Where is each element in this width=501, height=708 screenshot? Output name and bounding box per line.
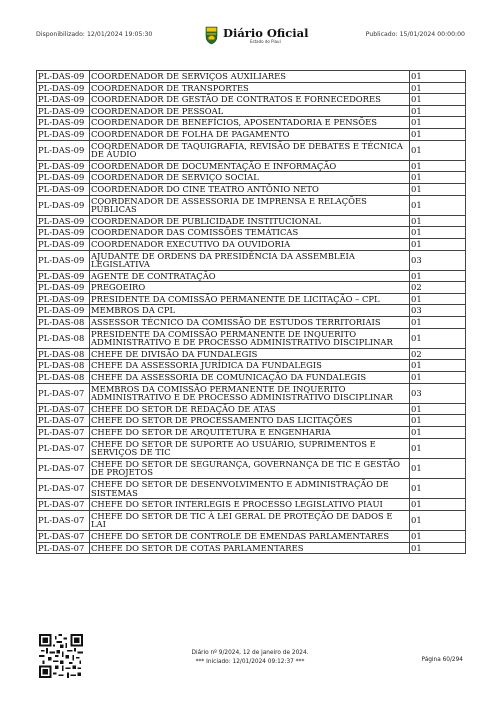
position-title: COORDENADOR EXECUTIVO DA OUVIDORIA (90, 238, 410, 250)
position-quantity: 01 (410, 499, 466, 511)
position-code: PL-DAS-09 (37, 270, 90, 282)
position-code: PL-DAS-07 (37, 510, 90, 530)
published-date: Publicado: 15/01/2024 00:00:00 (365, 31, 465, 38)
diary-number: Diário nº 9/2024, 12 de janeiro de 2024. (191, 650, 309, 656)
footer-info (150, 649, 350, 666)
position-code: PL-DAS-08 (37, 317, 90, 329)
position-quantity: 01 (410, 372, 466, 384)
table-row (37, 183, 466, 195)
position-title: CHEFE DO SETOR DE ARQUITETURA E ENGENHARIA (90, 427, 410, 439)
position-code: PL-DAS-09 (37, 282, 90, 294)
position-title: CHEFE DO SETOR INTERLEGIS E PROCESSO LEGISLATIVO PIAUI (90, 499, 410, 511)
available-date: Disponibilizado: 12/01/2024 19:05:30 (36, 31, 153, 38)
table-row (37, 438, 466, 458)
table-row (37, 360, 466, 372)
position-quantity: 01 (410, 293, 466, 305)
position-title: CHEFE DO SETOR DE COTAS PARLAMENTARES (90, 542, 410, 554)
position-quantity: 01 (410, 530, 466, 542)
position-quantity: 01 (410, 542, 466, 554)
position-title: COORDENADOR DO CINE TEATRO ANTÔNIO NETO (90, 183, 410, 195)
started-timestamp: *** Iniciado: 12/01/2024 09:12:37 *** (195, 658, 305, 665)
table-row (37, 282, 466, 294)
position-title: CHEFE DO SETOR DE TIC À LEI GERAL DE PROTEÇÃO DE DADOS E LAI (90, 510, 410, 530)
position-quantity: 01 (410, 82, 466, 94)
position-code: PL-DAS-07 (37, 383, 90, 403)
position-title: AJUDANTE DE ORDENS DA PRESIDÊNCIA DA ASSEMBLEIA LEGISLATIVA (90, 250, 410, 270)
position-quantity: 01 (410, 328, 466, 348)
position-title: AGENTE DE CONTRATAÇÃO (90, 270, 410, 282)
position-title: CHEFE DO SETOR DE REDAÇÃO DE ATAS (90, 403, 410, 415)
position-code: PL-DAS-09 (37, 238, 90, 250)
position-quantity: 01 (410, 117, 466, 129)
position-quantity: 01 (410, 227, 466, 239)
page-footer (0, 630, 501, 708)
position-title: CHEFE DA ASSESSORIA JURÍDICA DA FUNDALEGIS (90, 360, 410, 372)
position-code: PL-DAS-09 (37, 250, 90, 270)
table-row (37, 250, 466, 270)
logo-subtitle: Estado do Piauí (250, 39, 281, 44)
position-title: ASSESSOR TÉCNICO DA COMISSÃO DE ESTUDOS TERRITORIAIS (90, 317, 410, 329)
table-row (37, 140, 466, 160)
position-code: PL-DAS-09 (37, 172, 90, 184)
table-row (37, 172, 466, 184)
positions-table (36, 70, 466, 554)
position-code: PL-DAS-07 (37, 438, 90, 458)
table-row (37, 415, 466, 427)
position-code: PL-DAS-08 (37, 372, 90, 384)
position-title: COORDENADOR DE PUBLICIDADE INSTITUCIONAL (90, 215, 410, 227)
position-code: PL-DAS-07 (37, 415, 90, 427)
position-code: PL-DAS-09 (37, 128, 90, 140)
position-code: PL-DAS-09 (37, 117, 90, 129)
position-code: PL-DAS-07 (37, 427, 90, 439)
position-quantity: 01 (410, 71, 466, 83)
position-code: PL-DAS-08 (37, 348, 90, 360)
position-quantity: 01 (410, 238, 466, 250)
position-code: PL-DAS-09 (37, 195, 90, 215)
position-title: COORDENADOR DE DOCUMENTAÇÃO E INFORMAÇÃO (90, 160, 410, 172)
table-row (37, 82, 466, 94)
table-row (37, 403, 466, 415)
position-quantity: 01 (410, 270, 466, 282)
position-title: PREGOEIRO (90, 282, 410, 294)
position-title: COORDENADOR DAS COMISSÕES TEMÁTICAS (90, 227, 410, 239)
position-code: PL-DAS-09 (37, 71, 90, 83)
table-row (37, 427, 466, 439)
position-quantity: 01 (410, 415, 466, 427)
position-quantity: 01 (410, 317, 466, 329)
position-title: MEMBROS DA COMISSÃO PERMANENTE DE INQUERITO ADMINISTRATIVO E DE PROCESSO ADMINISTRATIVO DISCIPLINAR (90, 383, 410, 403)
position-code: PL-DAS-09 (37, 82, 90, 94)
logo-title: Diário Oficial (223, 26, 309, 40)
position-code: PL-DAS-09 (37, 293, 90, 305)
position-quantity: 01 (410, 128, 466, 140)
position-code: PL-DAS-07 (37, 542, 90, 554)
position-quantity: 03 (410, 383, 466, 403)
position-title: PRESIDENTE DA COMISSÃO PERMANENTE DE LICITAÇÃO – CPL (90, 293, 410, 305)
position-quantity: 01 (410, 427, 466, 439)
table-row (37, 105, 466, 117)
position-quantity: 01 (410, 195, 466, 215)
state-seal-icon (204, 25, 219, 45)
table-row (37, 458, 466, 478)
position-quantity: 03 (410, 305, 466, 317)
position-title: COORDENADOR DE TAQUIGRAFIA, REVISÃO DE DEBATES E TÉCNICA DE ÁUDIO (90, 140, 410, 160)
position-code: PL-DAS-09 (37, 183, 90, 195)
table-row (37, 372, 466, 384)
table-row (37, 530, 466, 542)
table-row (37, 160, 466, 172)
position-quantity: 01 (410, 172, 466, 184)
position-quantity: 01 (410, 215, 466, 227)
position-quantity: 01 (410, 183, 466, 195)
position-title: PRESIDENTE DA COMISSÃO PERMANENTE DE INQUERITO ADMINISTRATIVO E DE PROCESSO ADMINISTRATIVO DISCIPLINAR (90, 328, 410, 348)
table-row (37, 383, 466, 403)
position-title: CHEFE DA ASSESSORIA DE COMUNICAÇÃO DA FUNDALEGIS (90, 372, 410, 384)
position-code: PL-DAS-08 (37, 328, 90, 348)
table-row (37, 94, 466, 106)
position-quantity: 03 (410, 250, 466, 270)
position-quantity: 01 (410, 105, 466, 117)
table-row (37, 478, 466, 498)
position-title: CHEFE DO SETOR DE CONTROLE DE EMENDAS PARLAMENTARES (90, 530, 410, 542)
position-code: PL-DAS-07 (37, 403, 90, 415)
position-title: COORDENADOR DE TRANSPORTES (90, 82, 410, 94)
table-row (37, 238, 466, 250)
position-code: PL-DAS-09 (37, 305, 90, 317)
position-quantity: 01 (410, 160, 466, 172)
position-title: CHEFE DO SETOR DE DESENVOLVIMENTO E ADMINISTRAÇÃO DE SISTEMAS (90, 478, 410, 498)
position-quantity: 01 (410, 478, 466, 498)
table-row (37, 348, 466, 360)
position-quantity: 02 (410, 348, 466, 360)
page-header (0, 0, 501, 50)
position-quantity: 02 (410, 282, 466, 294)
table-row (37, 305, 466, 317)
position-quantity: 01 (410, 94, 466, 106)
qr-code-icon (39, 634, 83, 678)
position-code: PL-DAS-09 (37, 140, 90, 160)
position-code: PL-DAS-07 (37, 478, 90, 498)
position-code: PL-DAS-09 (37, 215, 90, 227)
table-row (37, 510, 466, 530)
position-title: CHEFE DO SETOR DE PROCESSAMENTO DAS LICITAÇÕES (90, 415, 410, 427)
position-title: COORDENADOR DE ASSESSORIA DE IMPRENSA E RELAÇÕES PÚBLICAS (90, 195, 410, 215)
position-title: COORDENADOR DE SERVIÇOS AUXILIARES (90, 71, 410, 83)
position-title: COORDENADOR DE SERVIÇO SOCIAL (90, 172, 410, 184)
position-title: COORDENADOR DE GESTÃO DE CONTRATOS E FORNECEDORES (90, 94, 410, 106)
position-title: CHEFE DO SETOR DE SUPORTE AO USUÁRIO, SUPRIMENTOS E SERVIÇOS DE TIC (90, 438, 410, 458)
position-title: COORDENADOR DE PESSOAL (90, 105, 410, 117)
position-quantity: 01 (410, 458, 466, 478)
table-row (37, 270, 466, 282)
table-row (37, 499, 466, 511)
position-code: PL-DAS-09 (37, 227, 90, 239)
table-row (37, 215, 466, 227)
position-code: PL-DAS-09 (37, 105, 90, 117)
table-row (37, 293, 466, 305)
position-quantity: 01 (410, 438, 466, 458)
position-quantity: 01 (410, 140, 466, 160)
position-code: PL-DAS-09 (37, 94, 90, 106)
position-quantity: 01 (410, 360, 466, 372)
table-row (37, 542, 466, 554)
position-title: MEMBROS DA CPL (90, 305, 410, 317)
position-code: PL-DAS-07 (37, 499, 90, 511)
table-row (37, 195, 466, 215)
position-code: PL-DAS-07 (37, 458, 90, 478)
page-number: Página 60/294 (421, 657, 463, 663)
position-title: CHEFE DO SETOR DE SEGURANÇA, GOVERNANÇA DE TIC E GESTÃO DE PROJETOS (90, 458, 410, 478)
table-row (37, 128, 466, 140)
table-row (37, 71, 466, 83)
table-row (37, 117, 466, 129)
table-row (37, 227, 466, 239)
position-title: CHEFE DE DIVISÃO DA FUNDALEGIS (90, 348, 410, 360)
table-row (37, 328, 466, 348)
diario-oficial-logo (200, 25, 309, 47)
position-code: PL-DAS-07 (37, 530, 90, 542)
position-title: COORDENADOR DE BENEFÍCIOS, APOSENTADORIA E PENSÕES (90, 117, 410, 129)
position-quantity: 01 (410, 510, 466, 530)
position-code: PL-DAS-08 (37, 360, 90, 372)
position-quantity: 01 (410, 403, 466, 415)
position-code: PL-DAS-09 (37, 160, 90, 172)
table-row (37, 317, 466, 329)
position-title: COORDENADOR DE FOLHA DE PAGAMENTO (90, 128, 410, 140)
